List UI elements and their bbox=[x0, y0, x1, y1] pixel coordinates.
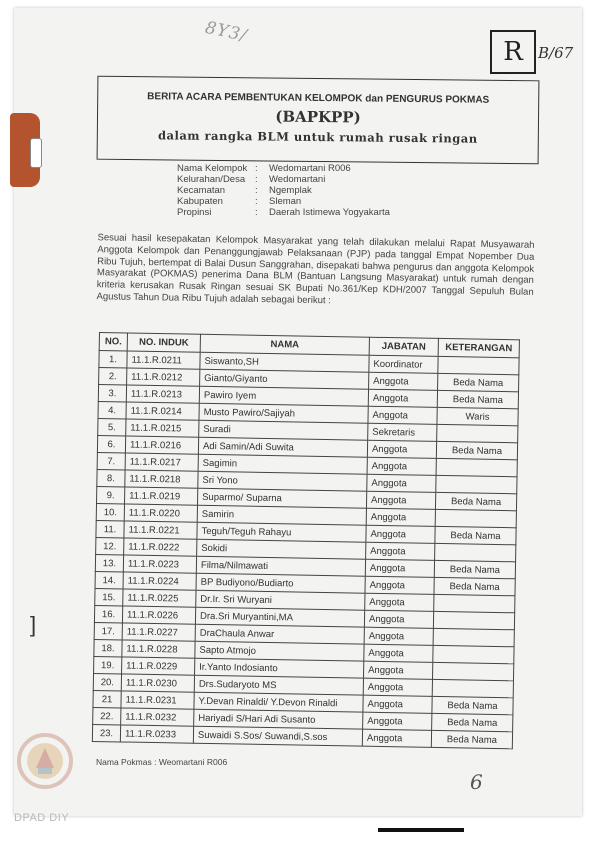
cell-no: 1. bbox=[99, 351, 127, 368]
cell-keterangan bbox=[436, 458, 517, 476]
cell-no: 18. bbox=[94, 639, 122, 656]
archive-watermark: DPAD DIY bbox=[14, 812, 70, 824]
cell-keterangan: Beda Nama bbox=[432, 696, 513, 714]
cell-nama: Gianto/Giyanto bbox=[200, 369, 369, 389]
cell-induk: 11.1.R.0232 bbox=[121, 708, 194, 726]
cell-keterangan bbox=[436, 475, 517, 493]
cell-keterangan: Waris bbox=[437, 407, 518, 425]
handwritten-note-top: 8Y3/ bbox=[203, 17, 250, 47]
cell-jabatan: Anggota bbox=[363, 678, 432, 696]
cell-no: 20. bbox=[93, 673, 121, 690]
column-header-jabatan: JABATAN bbox=[369, 337, 438, 356]
cell-nama: Teguh/Teguh Rahayu bbox=[197, 522, 366, 542]
cell-nama: Sri Yono bbox=[198, 471, 367, 491]
cell-jabatan: Anggota bbox=[366, 525, 435, 543]
cell-nama: Ir.Yanto Indosianto bbox=[195, 658, 364, 678]
group-info bbox=[177, 163, 390, 218]
handwritten-page-number: 6 bbox=[470, 770, 483, 794]
cell-nama: Suparmo/ Suparna bbox=[197, 488, 366, 508]
cell-jabatan: Anggota bbox=[367, 457, 436, 475]
cell-induk: 11.1.R.0213 bbox=[126, 385, 199, 403]
cell-no: 21 bbox=[93, 690, 121, 707]
cell-keterangan bbox=[435, 543, 516, 561]
cell-keterangan bbox=[432, 679, 513, 697]
cell-no: 12. bbox=[96, 537, 124, 554]
corner-handwritten-note: B/67 bbox=[538, 44, 574, 62]
cell-induk: 11.1.R.0221 bbox=[124, 521, 197, 539]
cell-nama: Sagimin bbox=[198, 454, 367, 474]
cell-induk: 11.1.R.0212 bbox=[127, 368, 200, 386]
cell-jabatan: Anggota bbox=[365, 576, 434, 594]
cell-no: 13. bbox=[95, 554, 123, 571]
cell-nama: Suradi bbox=[199, 420, 368, 440]
cell-jabatan: Anggota bbox=[367, 440, 436, 458]
cell-induk: 11.1.R.0215 bbox=[126, 419, 199, 437]
column-header-nama: NAMA bbox=[200, 334, 369, 355]
column-header-no: NO. bbox=[99, 333, 127, 351]
cell-jabatan: Sekretaris bbox=[368, 423, 437, 441]
cell-nama: Drs.Sudaryoto MS bbox=[194, 675, 363, 695]
cell-nama: Siswanto,SH bbox=[200, 352, 369, 372]
cell-nama: Filma/Nilmawati bbox=[196, 556, 365, 576]
cell-keterangan bbox=[432, 662, 513, 680]
cell-nama: Samirin bbox=[197, 505, 366, 525]
cell-jabatan: Anggota bbox=[369, 372, 438, 390]
cell-keterangan: Beda Nama bbox=[432, 713, 513, 731]
cell-keterangan: Beda Nama bbox=[438, 373, 519, 391]
cell-induk: 11.1.R.0216 bbox=[125, 436, 198, 454]
cell-no: 10. bbox=[96, 503, 124, 520]
info-row: Kabupaten : Sleman bbox=[177, 196, 302, 207]
cell-nama: BP Budiyono/Budiarto bbox=[196, 573, 365, 593]
cell-induk: 11.1.R.0220 bbox=[124, 504, 197, 522]
cell-jabatan: Anggota bbox=[364, 610, 433, 628]
cell-keterangan: Beda Nama bbox=[435, 492, 516, 510]
binder-hole bbox=[30, 138, 42, 168]
cell-keterangan: Beda Nama bbox=[435, 526, 516, 544]
cell-induk: 11.1.R.0233 bbox=[120, 725, 193, 743]
cell-jabatan: Anggota bbox=[362, 729, 431, 747]
cell-induk: 11.1.R.0228 bbox=[122, 640, 195, 658]
cell-jabatan: Anggota bbox=[367, 474, 436, 492]
cell-no: 17. bbox=[94, 622, 122, 639]
cell-jabatan: Anggota bbox=[365, 559, 434, 577]
cell-keterangan bbox=[438, 356, 519, 374]
cell-no: 5. bbox=[98, 418, 126, 435]
cell-jabatan: Koordinator bbox=[369, 355, 438, 373]
column-header-keterangan: KETERANGAN bbox=[438, 338, 519, 357]
cell-nama: Dr.Ir. Sri Wuryani bbox=[196, 590, 365, 610]
cell-nama: Suwaidi S.Sos/ Suwandi,S.sos bbox=[193, 726, 362, 746]
cell-no: 4. bbox=[98, 401, 126, 418]
cell-no: 22. bbox=[93, 707, 121, 724]
cell-induk: 11.1.R.0230 bbox=[121, 674, 194, 692]
cell-no: 8. bbox=[97, 469, 125, 486]
cell-jabatan: Anggota bbox=[363, 661, 432, 679]
cell-no: 19. bbox=[94, 656, 122, 673]
archive-seal-logo bbox=[16, 730, 74, 792]
cell-keterangan: Beda Nama bbox=[431, 730, 512, 748]
cell-nama: Adi Samin/Adi Suwita bbox=[198, 437, 367, 457]
margin-bracket-mark: ] bbox=[30, 612, 37, 637]
info-row: Nama Kelompok : Wedomartani R006 bbox=[177, 163, 351, 174]
cell-induk: 11.1.R.0225 bbox=[123, 589, 196, 607]
header-subtitle: dalam rangka BLM untuk rumah rusak ringan bbox=[157, 128, 478, 146]
cell-keterangan bbox=[435, 509, 516, 527]
cell-no: 14. bbox=[95, 571, 123, 588]
cell-induk: 11.1.R.0219 bbox=[125, 487, 198, 505]
cell-keterangan bbox=[434, 594, 515, 612]
cell-induk: 11.1.R.0222 bbox=[124, 538, 197, 556]
info-row: Kelurahan/Desa : Wedomartani bbox=[177, 174, 326, 185]
footer-group-name: Nama Pokmas : Weomartani R006 bbox=[96, 757, 228, 767]
info-row: Kecamatan : Ngemplak bbox=[177, 185, 312, 196]
cell-no: 7. bbox=[97, 452, 125, 469]
cell-keterangan bbox=[433, 645, 514, 663]
cell-jabatan: Anggota bbox=[366, 508, 435, 526]
cell-jabatan: Anggota bbox=[368, 389, 437, 407]
cell-induk: 11.1.R.0217 bbox=[125, 453, 198, 471]
cell-induk: 11.1.R.0214 bbox=[126, 402, 199, 420]
info-row: Propinsi : Daerah Istimewa Yogyakarta bbox=[177, 207, 390, 218]
cell-keterangan bbox=[437, 424, 518, 442]
document-header bbox=[97, 76, 540, 165]
cell-keterangan bbox=[433, 628, 514, 646]
cell-induk: 11.1.R.0224 bbox=[123, 572, 196, 590]
cell-jabatan: Anggota bbox=[366, 491, 435, 509]
cell-induk: 11.1.R.0218 bbox=[125, 470, 198, 488]
cell-induk: 11.1.R.0231 bbox=[121, 691, 194, 709]
cell-nama: Sapto Atmojo bbox=[195, 641, 364, 661]
cell-no: 2. bbox=[99, 368, 127, 385]
cell-no: 16. bbox=[94, 605, 122, 622]
cell-keterangan: Beda Nama bbox=[434, 560, 515, 578]
cell-nama: Y.Devan Rinaldi/ Y.Devon Rinaldi bbox=[194, 692, 363, 712]
cell-jabatan: Anggota bbox=[366, 542, 435, 560]
header-acronym: (BAPKPP) bbox=[275, 107, 361, 127]
cell-induk: 11.1.R.0226 bbox=[122, 606, 195, 624]
cell-nama: Pawiro Iyem bbox=[199, 386, 368, 406]
cell-induk: 11.1.R.0223 bbox=[123, 555, 196, 573]
header-title: BERITA ACARA PEMBENTUKAN KELOMPOK dan PENGURUS POKMAS bbox=[147, 91, 490, 106]
cell-no: 3. bbox=[98, 385, 126, 402]
cell-no: 9. bbox=[97, 486, 125, 503]
cell-keterangan: Beda Nama bbox=[437, 390, 518, 408]
cell-no: 6. bbox=[97, 435, 125, 452]
member-table bbox=[92, 332, 520, 749]
scan-edge-mark bbox=[378, 828, 464, 832]
cell-jabatan: Anggota bbox=[363, 695, 432, 713]
cell-jabatan: Anggota bbox=[364, 644, 433, 662]
cell-keterangan bbox=[433, 611, 514, 629]
cell-induk: 11.1.R.0211 bbox=[127, 351, 200, 369]
cell-jabatan: Anggota bbox=[365, 593, 434, 611]
cell-jabatan: Anggota bbox=[368, 406, 437, 424]
cell-jabatan: Anggota bbox=[364, 627, 433, 645]
cell-keterangan: Beda Nama bbox=[436, 441, 517, 459]
corner-label-box: R bbox=[490, 30, 536, 74]
cell-nama: Hariyadi S/Hari Adi Susanto bbox=[194, 709, 363, 729]
cell-keterangan: Beda Nama bbox=[434, 577, 515, 595]
intro-paragraph: Sesuai hasil kesepakatan Kelompok Masyarakat yang telah dilakukan melalui Rapat Musyawarah Anggota Kelompok dan Penanggungjawab Pelaksanaan (PJP) pada tanggal Empat Nopember Dua Ribu Tujuh, bertempat di Balai Dusun Sanggrahan, disepakati bahwa pengurus dan anggota Kelompok Masyarakat (POKMAS) penerima Dana BLM (Bantuan Langsung Masyarakat) untuk rumah dengan kriteria kerusakan Rusak Ringan sesuai SK Bupati No.361/Kep KDH/2007 Tanggal Sepuluh Bulan Agustus Tahun Dua Ribu Tujuh adalah sebagai berikut : bbox=[96, 232, 535, 307]
cell-induk: 11.1.R.0229 bbox=[122, 657, 195, 675]
cell-no: 23. bbox=[92, 724, 120, 741]
cell-nama: DraChaula Anwar bbox=[195, 624, 364, 644]
cell-nama: Dra.Sri Muryantini,MA bbox=[195, 607, 364, 627]
cell-nama: Sokidi bbox=[197, 539, 366, 559]
cell-jabatan: Anggota bbox=[363, 712, 432, 730]
cell-no: 15. bbox=[95, 588, 123, 605]
cell-induk: 11.1.R.0227 bbox=[122, 623, 195, 641]
cell-nama: Musto Pawiro/Sajiyah bbox=[199, 403, 368, 423]
cell-no: 11. bbox=[96, 520, 124, 537]
column-header-induk: NO. INDUK bbox=[127, 333, 200, 352]
